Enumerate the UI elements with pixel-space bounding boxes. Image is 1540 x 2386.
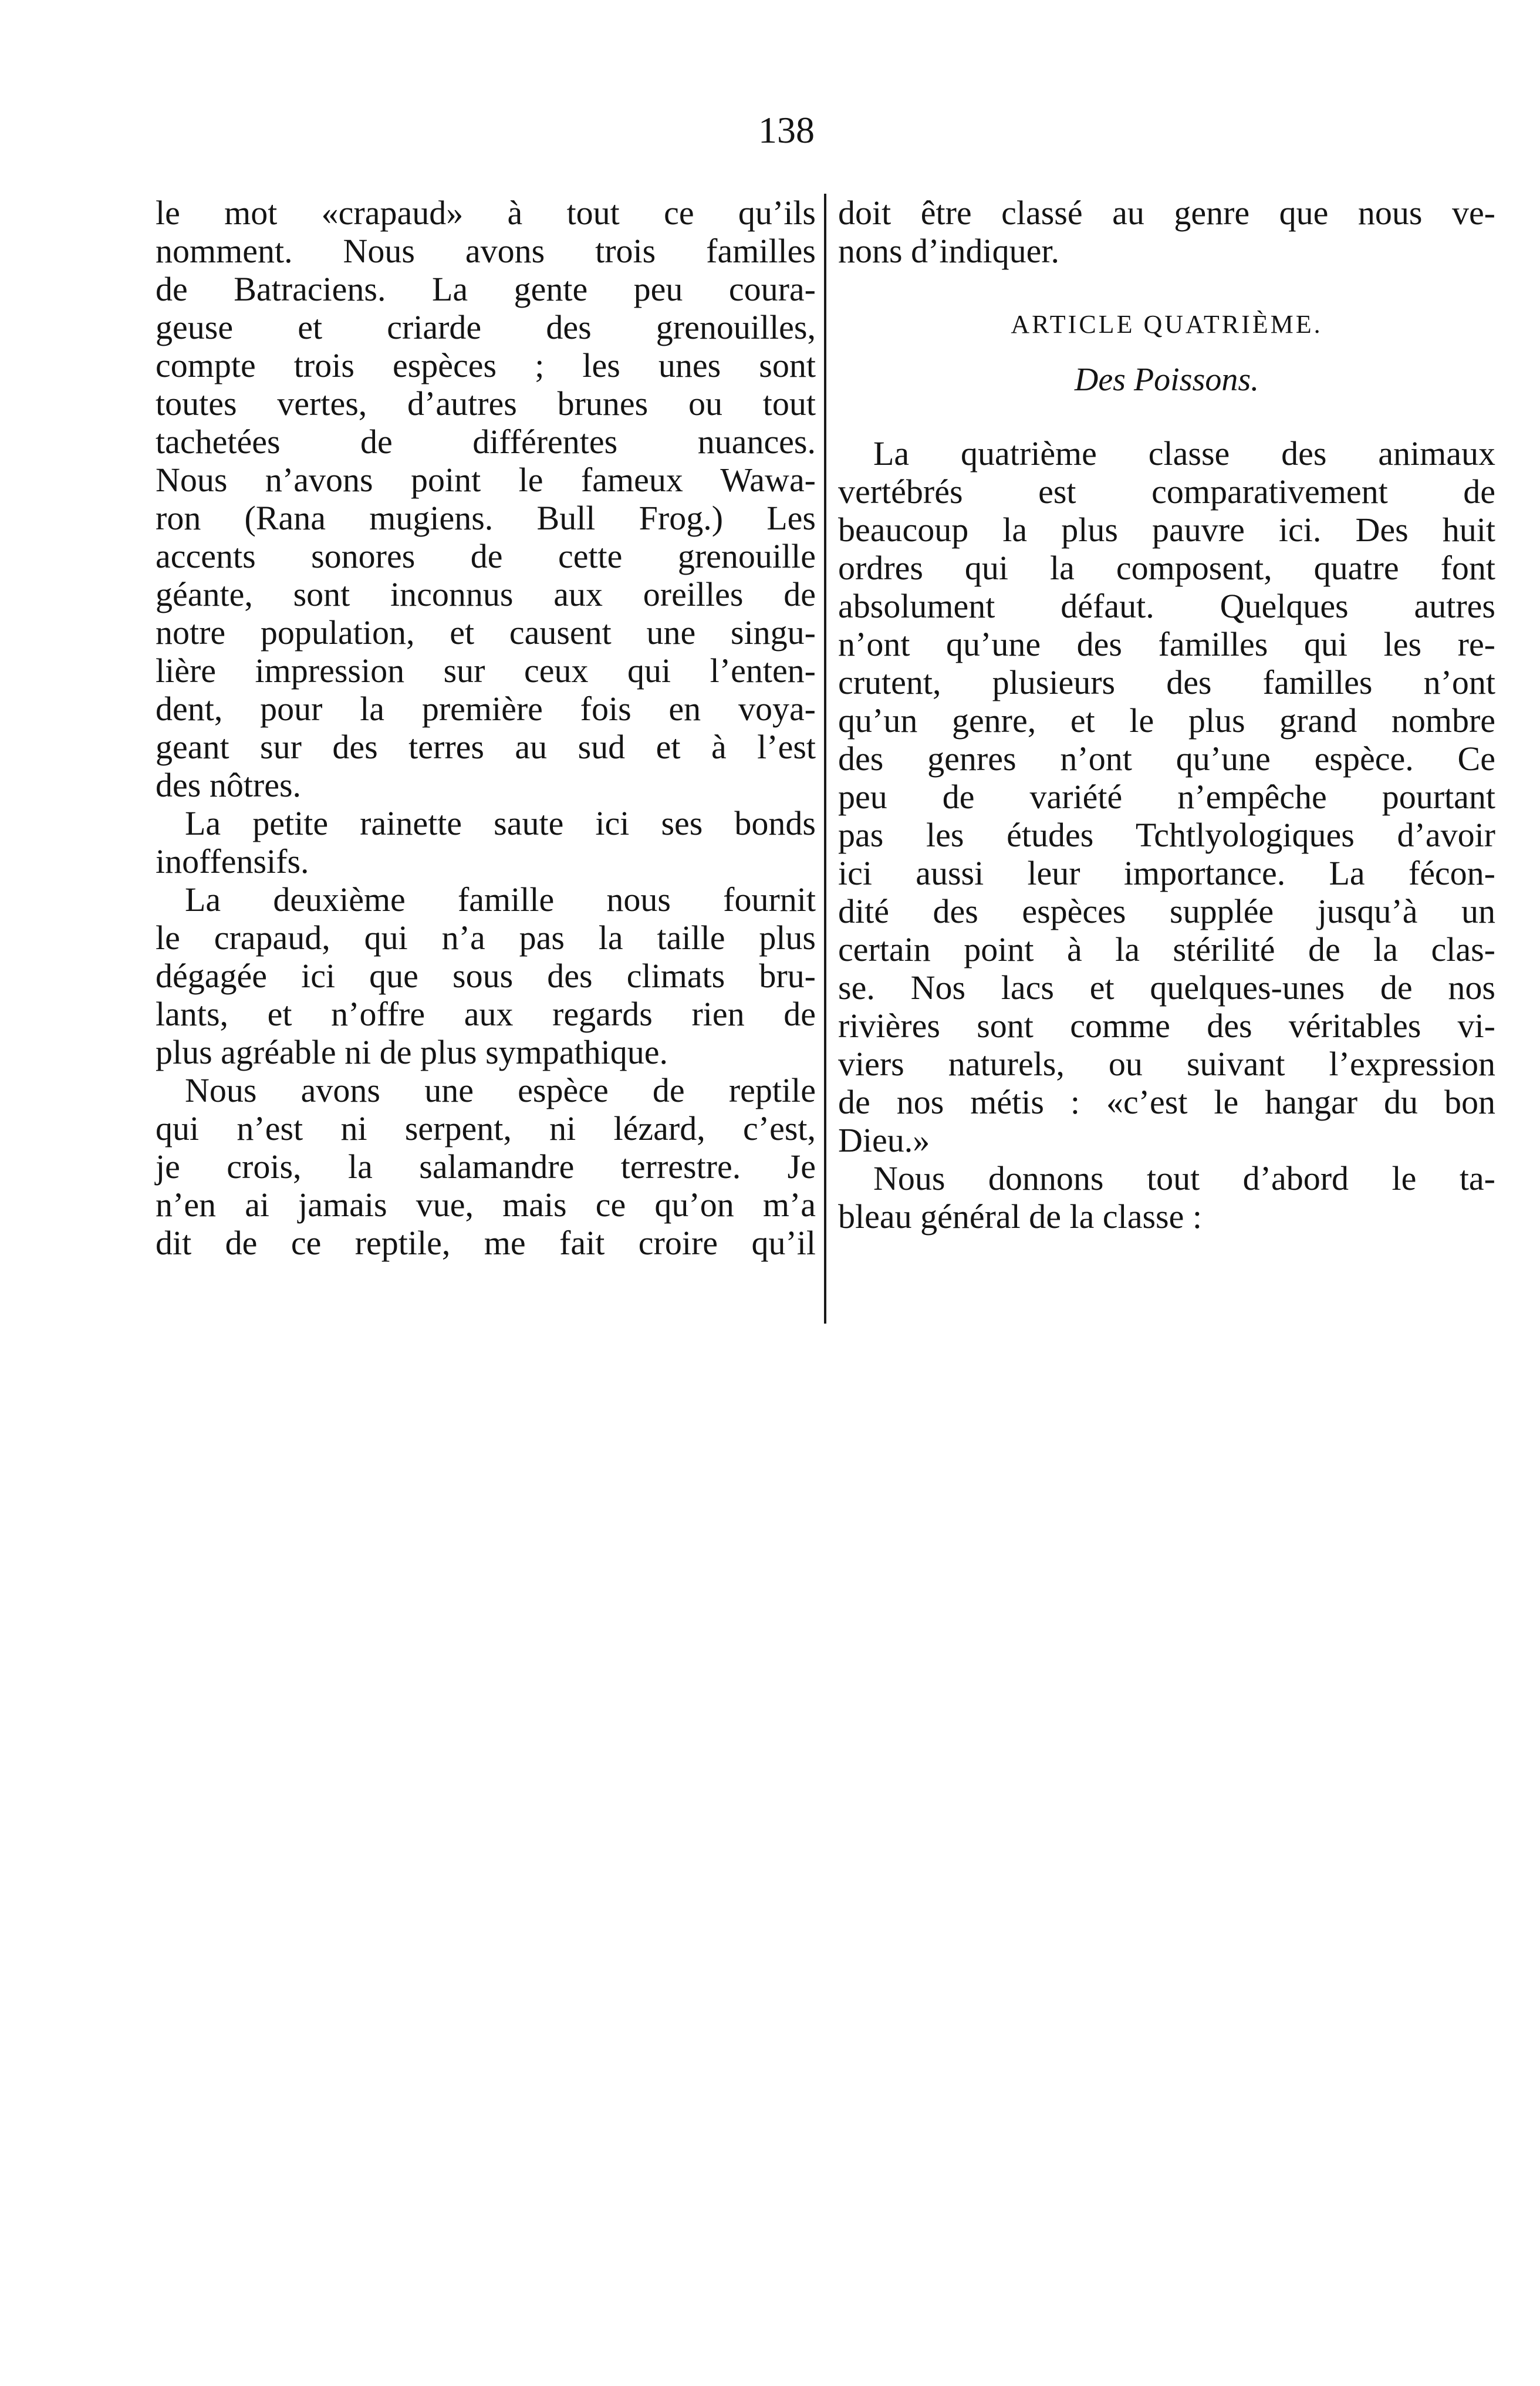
column-rule [824,194,826,1324]
text-line: des nôtres. [156,766,302,804]
text-line: lants, et n’offre aux regards rien de [156,995,816,1033]
text-line: notre population, et causent une singu- [156,613,816,652]
text-line: n’en ai jamais vue, mais ce qu’on m’a [156,1186,816,1224]
text-line: absolument défaut. Quelques autres [838,587,1495,625]
text-line: doit être classé au genre que nous ve- [838,194,1495,232]
text-line: certain point à la stérilité de la clas- [838,930,1495,968]
text-line: géante, sont inconnus aux oreilles de [156,575,816,613]
text-line: Nous donnons tout d’abord le ta- [873,1159,1495,1197]
text-line: je crois, la salamandre terrestre. Je [156,1148,816,1186]
text-line: nons d’indiquer. [838,232,1059,270]
text-line: La deuxième famille nous fournit [185,880,816,919]
text-line: lière impression sur ceux qui l’enten- [156,652,816,690]
text-line: n’ont qu’une des familles qui les re- [838,625,1495,663]
text-line: Nous n’avons point le fameux Wawa- [156,461,816,499]
text-line: pas les études Tchtlyologiques d’avoir [838,816,1495,854]
text-line: qu’un genre, et le plus grand nombre [838,701,1495,740]
text-line: dité des espèces supplée jusqu’à un [838,892,1495,930]
text-line: bleau général de la classe : [838,1197,1202,1236]
text-line: crutent, plusieurs des familles n’ont [838,663,1495,701]
text-line: le crapaud, qui n’a pas la taille plus [156,919,816,957]
text-line: le mot «crapaud» à tout ce qu’ils [156,194,816,232]
section-title: Des Poissons. [1074,362,1259,398]
text-line: se. Nos lacs et quelques-unes de nos [838,968,1495,1007]
left-column [156,194,816,1262]
text-line: ron (Rana mugiens. Bull Frog.) Les [156,499,816,537]
text-line: inoffensifs. [156,842,309,880]
text-line: toutes vertes, d’autres brunes ou tout [156,384,816,423]
text-line: compte trois espèces ; les unes sont [156,346,816,384]
text-line: vertébrés est comparativement de [838,473,1495,511]
text-line: ordres qui la composent, quatre font [838,549,1495,587]
text-line: La quatrième classe des animaux [873,434,1495,473]
text-line: tachetées de différentes nuances. [156,423,816,461]
text-line: de nos métis : «c’est le hangar du bon [838,1083,1495,1121]
right-column [838,194,1495,1236]
text-line: plus agréable ni de plus sympathique. [156,1033,668,1071]
text-line: geuse et criarde des grenouilles, [156,308,816,346]
text-line: dent, pour la première fois en voya- [156,690,816,728]
text-line: de Batraciens. La gente peu coura- [156,270,816,308]
text-line: des genres n’ont qu’une espèce. Ce [838,740,1495,778]
text-line: dit de ce reptile, me fait croire qu’il [156,1224,816,1262]
text-line: geant sur des terres au sud et à l’est [156,728,816,766]
text-line: qui n’est ni serpent, ni lézard, c’est, [156,1109,816,1148]
text-line: peu de variété n’empêche pourtant [838,778,1495,816]
article-heading: ARTICLE QUATRIÈME. [1011,310,1323,339]
text-line: Nous avons une espèce de reptile [185,1071,816,1109]
text-line: Dieu.» [838,1121,930,1159]
text-line: dégagée ici que sous des climats bru- [156,957,816,995]
text-line: nomment. Nous avons trois familles [156,232,816,270]
text-line: ici aussi leur importance. La fécon- [838,854,1495,892]
text-line: viers naturels, ou suivant l’expression [838,1045,1495,1083]
text-line: beaucoup la plus pauvre ici. Des huit [838,511,1495,549]
text-line: accents sonores de cette grenouille [156,537,816,575]
text-line: rivières sont comme des véritables vi- [838,1007,1495,1045]
text-line: La petite rainette saute ici ses bonds [185,804,816,842]
page-number: 138 [758,109,815,151]
